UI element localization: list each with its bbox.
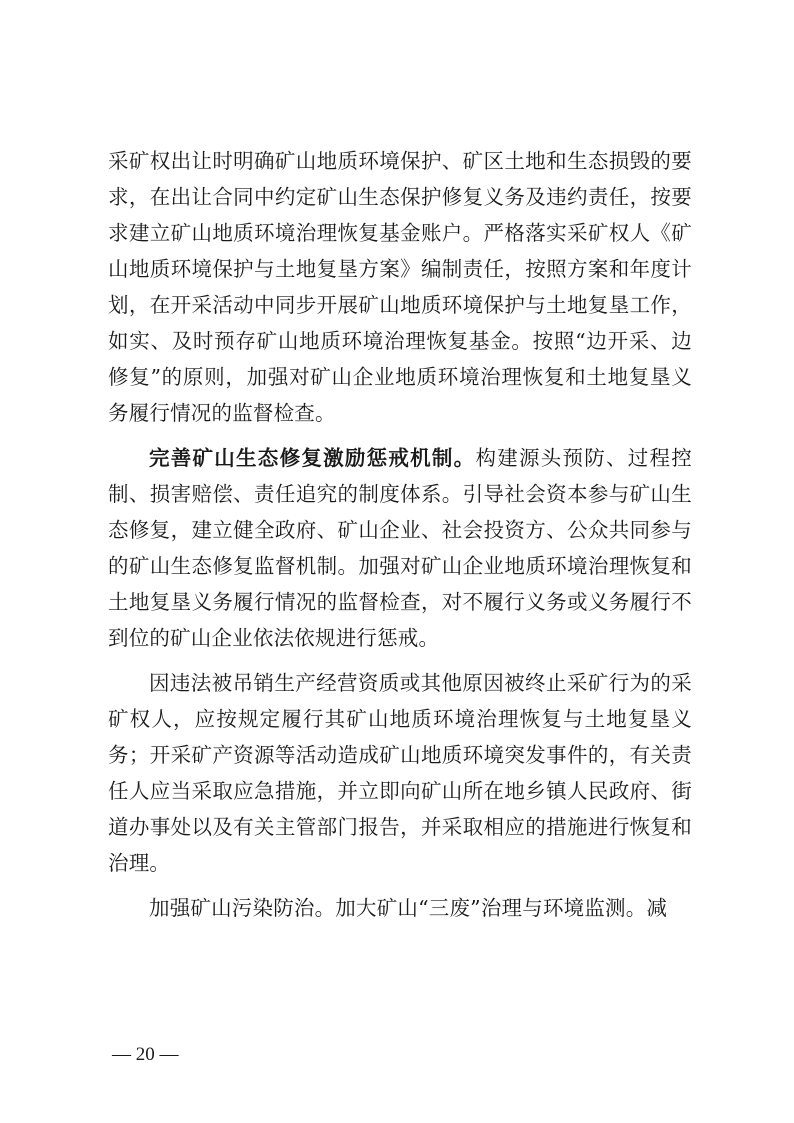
paragraph-2-heading: 完善矿山生态修复激励惩戒机制。 [149,446,476,470]
paragraph-4 [108,890,692,926]
page-number: — 20 — [112,1044,179,1065]
paragraph-2-text: 构建源头预防、过程控制、损害赔偿、责任追究的制度体系。引导社会资本参与矿山生态修复，建立健全政府、矿山企业、社会投资方、公众共同参与的矿山生态修复监督机制。加强对矿山企业地质环境治理恢复和土地复垦义务履行情况的监督检查，对不履行义务或义务履行不到位的矿山企业依法依规进行惩戒。 [108,446,692,650]
paragraph-3 [108,665,692,881]
paragraph-2 [108,440,692,656]
paragraph-1 [108,143,692,431]
paragraph-1-text: 采矿权出让时明确矿山地质环境保护、矿区土地和生态损毁的要求，在出让合同中约定矿山生态保护修复义务及违约责任，按要求建立矿山地质环境治理恢复基金账户。严格落实采矿权人《矿山地质环境保护与土地复垦方案》编制责任，按照方案和年度计划，在开采活动中同步开展矿山地质环境保护与土地复垦工作，如实、及时预存矿山地质环境治理恢复基金。按照“边开采、边修复”的原则，加强对矿山企业地质环境治理恢复和土地复垦义务履行情况的监督检查。 [108,149,692,425]
document-body [108,143,692,926]
paragraph-3-text: 因违法被吊销生产经营资质或其他原因被终止采矿行为的采矿权人，应按规定履行其矿山地质环境治理恢复与土地复垦义务；开采矿产资源等活动造成矿山地质环境突发事件的，有关责任人应当采取应急措施，并立即向矿山所在地乡镇人民政府、街道办事处以及有关主管部门报告，并采取相应的措施进行恢复和治理。 [108,671,692,875]
paragraph-4-text: 加强矿山污染防治。加大矿山“三废”治理与环境监测。减 [149,896,668,920]
